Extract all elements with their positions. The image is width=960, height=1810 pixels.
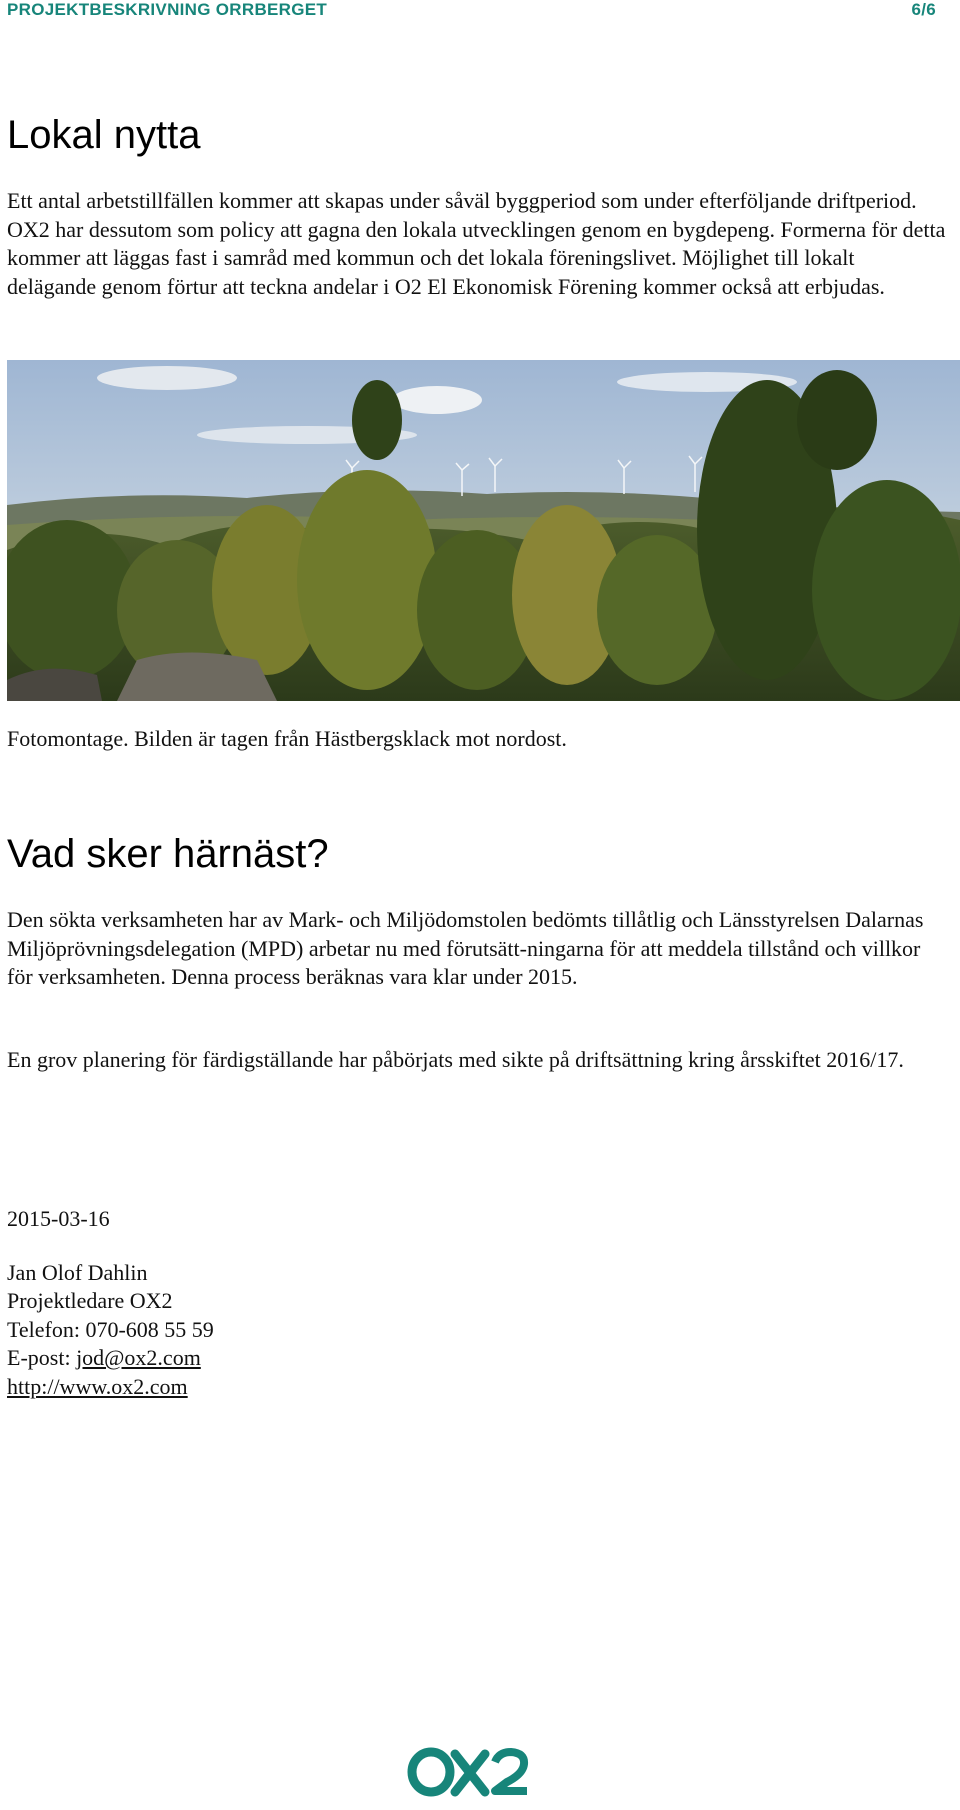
ox2-logo bbox=[407, 1744, 531, 1800]
heading-lokal-nytta: Lokal nytta bbox=[7, 113, 201, 157]
email-label: E-post: bbox=[7, 1345, 77, 1370]
heading-vad-sker-harnast: Vad sker härnäst? bbox=[7, 832, 329, 876]
website-link[interactable]: http://www.ox2.com bbox=[7, 1373, 188, 1399]
paragraph-process: Den sökta verksamheten har av Mark- och Miljödomstolen bedömts tillåtlig och Länsstyrelsen Dalarnas Miljöprövningsdelegation (MPD) arbetar nu med förutsätt-ningarna för att meddela tillstånd och villkor för verksamheten. Denna process beräknas vara klar under 2015. bbox=[7, 907, 924, 989]
paragraph-lokal-nytta: Ett antal arbetstillfällen kommer att skapas under såväl byggperiod som under efterföljande driftperiod. OX2 har dessutom som policy att gagna den lokala utvecklingen genom en bygdepeng. Formerna för detta kommer att läggas fast i samråd med kommun och det lokala föreningslivet. Möjlighet till lokalt delägande genom förtur att teckna andelar i O2 El Ekonomisk Förening kommer också att erbjudas. bbox=[7, 188, 946, 299]
contact-phone: Telefon: 070-608 55 59 bbox=[7, 1316, 214, 1342]
email-link[interactable]: jod@ox2.com bbox=[76, 1345, 201, 1370]
date: 2015-03-16 bbox=[7, 1206, 110, 1231]
contact-role: Projektledare OX2 bbox=[7, 1288, 173, 1313]
landscape-photomontage bbox=[7, 360, 960, 701]
contact-name: Jan Olof Dahlin bbox=[7, 1259, 148, 1285]
paragraph-planering: En grov planering för färdigställande har påbörjats med sikte på driftsättning kring årsskiftet 2016/17. bbox=[7, 1047, 904, 1072]
document-title: PROJEKTBESKRIVNING ORRBERGET bbox=[7, 0, 328, 19]
photo-caption: Fotomontage. Bilden är tagen från Hästbergsklack mot nordost. bbox=[7, 726, 567, 751]
contact-email-row bbox=[7, 1344, 214, 1373]
spacer bbox=[7, 1234, 214, 1259]
page-header bbox=[7, 0, 936, 20]
page-number: 6/6 bbox=[911, 0, 936, 19]
contact-block bbox=[7, 1205, 214, 1401]
